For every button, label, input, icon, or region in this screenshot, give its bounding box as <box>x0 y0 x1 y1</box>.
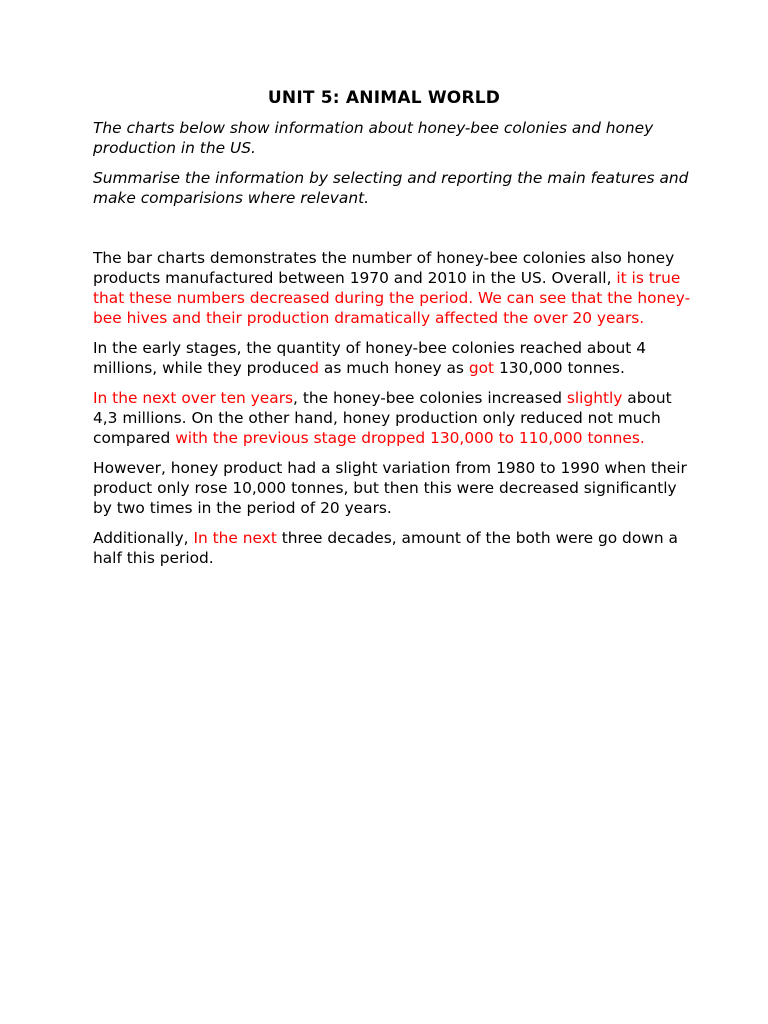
paragraph-text: about 4,3 millions. On the other hand, honey production only reduced not much compared <box>93 389 672 447</box>
paragraph-text: In the early stages, the quantity of honey-bee colonies reached about 4 millions, while they produce <box>93 339 646 377</box>
essay-paragraph-1 <box>93 248 693 328</box>
highlighted-correction: it is true that these numbers decreased during the period. We can see that the honey-bee hives and their production dramatically affected the over 20 years. <box>93 269 691 327</box>
task-prompt-line-1: The charts below show information about honey-bee colonies and honey production in the US. <box>93 119 654 157</box>
paragraph-text: However, honey product had a slight variation from 1980 to 1990 when their product only rose 10,000 tonnes, but then this were decreased significantly by two times in the period of 20 years. <box>93 459 687 517</box>
essay-paragraph-2 <box>93 338 693 378</box>
page-title: UNIT 5: ANIMAL WORLD <box>267 88 501 108</box>
paragraph-text: The bar charts demonstrates the number of honey-bee colonies also honey products manufactured between 1970 and 2010 in the US. Overall, <box>93 249 675 287</box>
document-body <box>93 118 693 568</box>
highlighted-correction: with the previous stage dropped 130,000 to 110,000 tonnes. <box>175 429 645 447</box>
highlighted-correction: got <box>468 359 495 377</box>
highlighted-correction: In the next over ten years <box>93 389 294 407</box>
essay-paragraph-5 <box>93 528 693 568</box>
essay-paragraph-3 <box>93 388 693 448</box>
task-prompt-line-2: Summarise the information by selecting and reporting the main features and make comparisions where relevant. <box>93 169 689 207</box>
highlighted-correction: slightly <box>566 389 623 407</box>
paragraph-text: 130,000 tonnes. <box>494 359 625 377</box>
highlighted-correction: In the next <box>193 529 277 547</box>
essay-paragraph-4 <box>93 458 693 518</box>
highlighted-correction: d <box>309 359 319 377</box>
paragraph-text: three decades, amount of the both were go down a half this period. <box>93 529 678 567</box>
paragraph-text: , the honey-bee colonies increased <box>293 389 567 407</box>
paragraph-text: Additionally, <box>93 529 194 547</box>
paragraph-text: as much honey as <box>319 359 469 377</box>
